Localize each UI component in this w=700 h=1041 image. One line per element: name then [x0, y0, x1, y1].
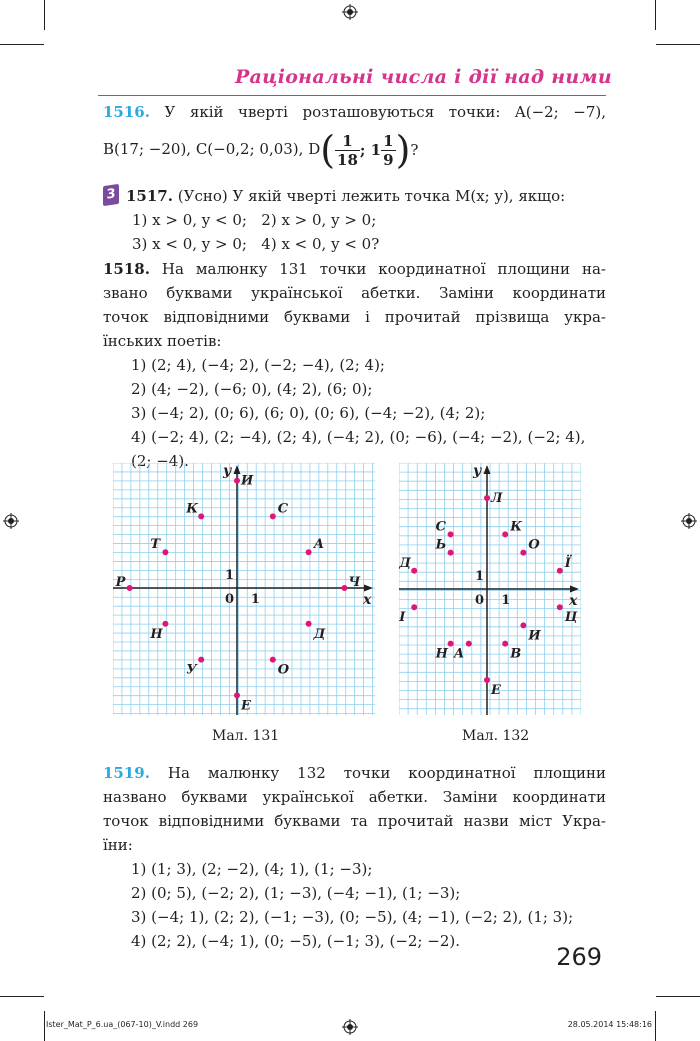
- exercise-text: B(17; −20), C(−0,2; 0,03), D: [103, 140, 321, 158]
- exercise-text: звано буквами української абетки. Заміни координати: [103, 284, 606, 302]
- coordinate-plane-131: [113, 463, 375, 715]
- task-item: 4) (−2; 4), (2; −4), (2; 4), (−4; 2), (0; −6), (−4; −2), (−2; 4),: [131, 428, 586, 446]
- task-item: (2; −4).: [131, 452, 189, 470]
- crop-mark: [44, 0, 45, 30]
- point-marker: [502, 531, 508, 537]
- point-label: У: [186, 662, 197, 678]
- exercise-number: 1516.: [103, 103, 150, 121]
- task-item: 4) (2; 2), (−4; 1), (0; −5), (−1; 3), (−2; −2).: [131, 932, 460, 950]
- point-marker: [484, 677, 490, 683]
- figure-caption-132: Мал. 132: [462, 728, 530, 744]
- exercise-1519-line1: [103, 761, 606, 785]
- header-divider: [98, 95, 606, 96]
- point-marker: [127, 585, 133, 591]
- point-marker: [162, 549, 168, 555]
- point-label: О: [277, 662, 290, 678]
- point-label: Н: [435, 646, 448, 662]
- exercise-number: 1518.: [103, 260, 150, 278]
- point-label: Н: [150, 626, 163, 642]
- point-label: С: [277, 501, 289, 517]
- registration-mark-icon: [342, 4, 358, 20]
- point-marker: [484, 495, 490, 501]
- exercise-1516: [103, 100, 606, 170]
- crop-mark: [655, 1011, 656, 1041]
- x-axis-arrow-icon: [364, 585, 373, 592]
- point-label: Ї: [564, 555, 571, 571]
- point-label: А: [313, 537, 325, 553]
- point-marker: [448, 531, 454, 537]
- task-item: 1) (1; 3), (2; −2), (4; 1), (1; −3);: [131, 860, 373, 878]
- point-label: И: [241, 473, 254, 489]
- y-axis-label: y: [223, 463, 232, 479]
- point-label: Ь: [435, 537, 447, 553]
- y-axis-arrow-icon: [234, 465, 241, 474]
- figure-caption-131: Мал. 131: [212, 728, 280, 744]
- point-label: В: [510, 646, 522, 662]
- point-label: Ц: [564, 610, 578, 626]
- point-label: Л: [491, 491, 503, 506]
- point-label: Т: [150, 537, 161, 553]
- exercise-option: 1) x > 0, y < 0; 2) x > 0, y > 0;: [132, 211, 377, 229]
- point-marker: [411, 568, 417, 574]
- point-marker: [466, 641, 472, 647]
- point-marker: [448, 641, 454, 647]
- point-marker: [306, 621, 312, 627]
- point-label: О: [528, 537, 540, 553]
- task-item: 2) (0; 5), (−2; 2), (1; −3), (−4; −1), (1; −3);: [131, 884, 461, 902]
- exercise-1518: [103, 257, 606, 473]
- origin-label: 0: [225, 592, 235, 607]
- exercise-number: 1517.: [126, 187, 173, 205]
- exercise-text: точок відповідними буквами та прочитай назви міст Укра-: [103, 812, 606, 830]
- point-label: Е: [491, 683, 501, 698]
- point-label: К: [510, 519, 523, 535]
- point-marker: [270, 657, 276, 663]
- footer-date: 28.05.2014 15:48:16: [567, 1020, 652, 1029]
- origin-label: 0: [475, 593, 485, 608]
- point-marker: [306, 549, 312, 555]
- exercise-1517: [126, 184, 606, 256]
- section-title: Раціональні числа і дії над ними: [234, 66, 612, 88]
- y-axis-arrow-icon: [484, 465, 491, 474]
- exercise-1516-line1: [103, 100, 606, 124]
- point-label: И: [528, 628, 541, 644]
- exercise-1518-line1: [103, 257, 606, 281]
- point-marker: [234, 478, 240, 484]
- fraction-numerator: 1: [383, 131, 394, 150]
- point-label: Ч: [348, 575, 361, 590]
- point-label: Е: [241, 698, 251, 714]
- point-marker: [557, 568, 563, 574]
- crop-mark: [655, 0, 656, 30]
- fraction: [335, 132, 360, 169]
- point-marker: [557, 604, 563, 610]
- registration-mark-icon: [342, 1019, 358, 1035]
- exercise-text: (Усно) У якій чверті лежить точка M(x; y), якщо:: [177, 187, 566, 205]
- point-label: С: [435, 519, 446, 535]
- unit-x-label: 1: [250, 592, 260, 607]
- registration-mark-icon: [681, 513, 697, 529]
- task-item: 1) (2; 4), (−4; 2), (−2; −4), (2; 4);: [131, 356, 385, 374]
- coord-separator: ; 1: [359, 141, 382, 159]
- point-marker: [502, 641, 508, 647]
- oral-exercise-icon: 3: [103, 184, 119, 206]
- point-marker: [234, 692, 240, 698]
- fraction-numerator: 1: [335, 132, 360, 151]
- unit-y-label: 1: [475, 568, 485, 584]
- unit-y-label: 1: [225, 568, 235, 584]
- crop-mark: [656, 44, 700, 45]
- task-item: 3) (−4; 2), (0; 6), (6; 0), (0; 6), (−4; −2), (4; 2);: [131, 404, 486, 422]
- crop-mark: [0, 996, 44, 997]
- x-axis-label: x: [569, 593, 578, 609]
- paren-close: ): [395, 128, 411, 172]
- paren-open: (: [320, 128, 336, 172]
- point-marker: [162, 621, 168, 627]
- fraction: [381, 132, 395, 169]
- crop-mark: [656, 996, 700, 997]
- registration-mark-icon: [3, 513, 19, 529]
- unit-x-label: 1: [501, 593, 511, 608]
- crop-mark: [0, 44, 44, 45]
- point-label: А: [453, 646, 465, 662]
- task-item: 3) (−4; 1), (2; 2), (−1; −3), (0; −5), (4; −1), (−2; 2), (1; 3);: [131, 908, 574, 926]
- point-label: І: [399, 610, 406, 626]
- point-label: Р: [115, 575, 126, 590]
- fraction-denominator: 9: [383, 150, 394, 169]
- point-marker: [270, 513, 276, 519]
- point-marker: [520, 622, 526, 628]
- exercise-text: названо буквами української абетки. Заміни координати: [103, 788, 606, 806]
- exercise-text: У якій чверті розташовуються точки: A(−2; −7),: [164, 103, 606, 121]
- exercise-1519: [103, 761, 606, 953]
- point-marker: [411, 604, 417, 610]
- x-axis-label: x: [363, 592, 372, 608]
- point-marker: [198, 657, 204, 663]
- exercise-1516-line2: [103, 130, 606, 170]
- exercise-text: На малюнку 131 точки координатної площини на-: [161, 260, 606, 278]
- exercise-text: точок відповідними буквами і прочитай прізвища укра-: [103, 308, 606, 326]
- exercise-text: На малюнку 132 точки координатної площини: [167, 764, 606, 782]
- point-marker: [520, 550, 526, 556]
- x-axis-arrow-icon: [570, 586, 579, 593]
- footer-file: Ister_Mat_P_6.ua_(067-10)_V.indd 269: [46, 1020, 199, 1029]
- point-label: Д: [313, 626, 326, 642]
- exercise-text: їнських поетів:: [103, 332, 222, 350]
- point-label: К: [186, 501, 199, 517]
- exercise-1517-line1: [126, 184, 606, 208]
- exercise-number: 1519.: [103, 764, 150, 782]
- point-label: Д: [399, 555, 411, 571]
- page-number: 269: [556, 943, 602, 971]
- point-marker: [341, 585, 347, 591]
- fraction-denominator: 18: [337, 150, 358, 169]
- question-mark: ?: [410, 141, 419, 159]
- coordinate-plane-132: [399, 463, 581, 715]
- point-marker: [448, 550, 454, 556]
- point-marker: [198, 513, 204, 519]
- exercise-option: 3) x < 0, y > 0; 4) x < 0, y < 0?: [132, 235, 380, 253]
- exercise-text: їни:: [103, 836, 133, 854]
- crop-mark: [44, 1011, 45, 1041]
- y-axis-label: y: [473, 463, 482, 479]
- task-item: 2) (4; −2), (−6; 0), (4; 2), (6; 0);: [131, 380, 373, 398]
